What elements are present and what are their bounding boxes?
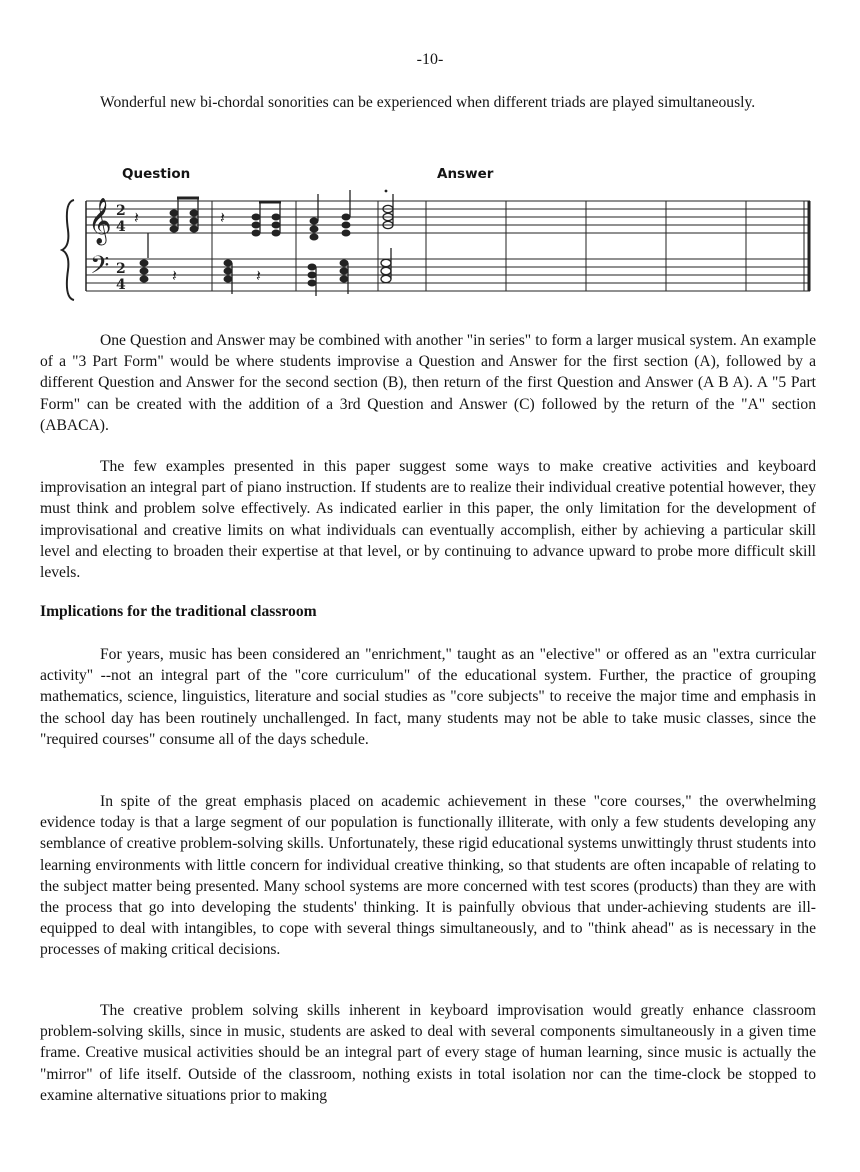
grand-staff: [60, 160, 820, 310]
paragraph-enrichment: For years, music has been considered an "enrichment," taught as an "elective" or offered as an "extra curricular activity" --not an integral part of the "core curriculum" of the educational system. Further, the practice of grouping mathematics, science, linguistics, literature and social studies as "core subjects" to receive the major time and emphasis in the school day has been routinely unchallenged. In fact, many students may not be able to take music classes, since the "required courses" consume all of the days schedule.: [40, 646, 816, 748]
brace: [62, 200, 74, 300]
svg-text:𝄽: 𝄽: [256, 266, 261, 285]
page-number: -10-: [416, 51, 444, 68]
treble-clef-icon: 𝄞: [88, 198, 112, 244]
svg-text:𝄽: 𝄽: [172, 266, 177, 285]
paragraph-core-courses: In spite of the great emphasis placed on academic achievement in these "core courses," the overwhelming evidence today is that a large segment of our population is functionally illiterate, with only a few students developing any semblance of creative problem-solving skills. Unfortunately, these rigid educational systems unwittingly thrust students into learning environments with little concern for individual creative thinking, so that students are often incapable of relating to the subject matter being presented. Many school systems are more concerned with test scores (products) than they are with the process that go into developing the students' thinking. It is painfully obvious that under-achieving students are ill-equipped to deal with intangibles, to cope with several things simultaneously, and to "think ahead" as is necessary in the processes of making critical decisions.: [40, 793, 816, 959]
question-label: Question: [122, 166, 191, 182]
answer-label: Answer: [437, 166, 494, 182]
music-example: [60, 160, 820, 310]
svg-text:4: 4: [116, 277, 126, 293]
paragraph-problem-solving: The creative problem solving skills inherent in keyboard improvisation would greatly enhance classroom problem-solving skills, since in music, students are asked to deal with several components simultaneously in a given time frame. Creative musical activities should be an integral part of every stage of human learning, since music is actually the "mirror" of life itself. Outside of the classroom, nothing exists in total isolation nor can the time-clock be stopped to examine alternative situations prior to making: [40, 1002, 816, 1104]
svg-text:4: 4: [116, 219, 126, 235]
svg-text:𝄽: 𝄽: [220, 208, 225, 227]
svg-text:2: 2: [116, 261, 126, 277]
paragraph-examples: The few examples presented in this paper suggest some ways to make creative activities and keyboard improvisation an integral part of piano instruction. If students are to realize their individual creative potential however, they must think and problem solve effectively. As indicated earlier in this paper, the only limitation for the development of improvisational and creative limits on what individuals can eventually accomplish, either by achieving a particular skill level and electing to broaden their expertise at that level, or by continuing to advance upward to probe more difficult skill levels.: [40, 458, 816, 582]
svg-text:2: 2: [116, 203, 126, 219]
paragraph-intro: Wonderful new bi-chordal sonorities can be experienced when different triads are played simultaneously.: [100, 94, 756, 111]
paragraph-part-form: One Question and Answer may be combined with another "in series" to form a larger musical system. An example of a "3 Part Form" would be where students improvise a Question and Answer for the first section (A), followed by a different Question and Answer for the second section (B), then return of the first Question and Answer (A B A). A "5 Part Form" can be created with the addition of a 3rd Question and Answer (C) followed by the return of the "A" section (ABACA).: [40, 332, 816, 434]
svg-text:𝄽: 𝄽: [134, 208, 139, 227]
section-heading: Implications for the traditional classroom: [40, 603, 317, 620]
bass-clef-icon: 𝄢: [90, 251, 110, 286]
